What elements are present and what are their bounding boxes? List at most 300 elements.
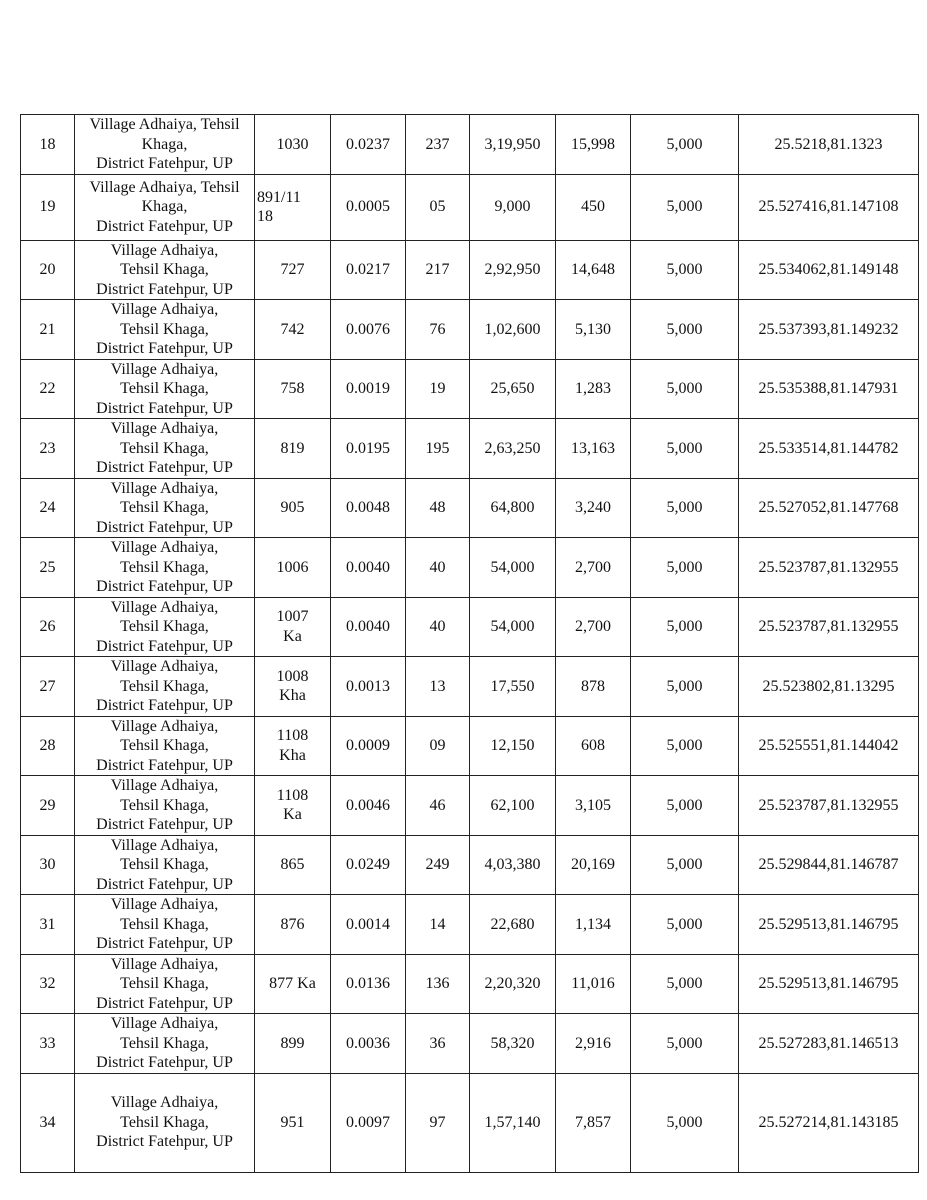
plot-number-cell — [255, 895, 331, 955]
area-sqm-cell-text: 40 — [429, 558, 446, 576]
area-hectare-cell-text: 0.0013 — [346, 677, 390, 695]
coordinates-cell — [739, 954, 919, 1014]
tax-cell-text: 13,163 — [571, 439, 615, 457]
amount-cell — [470, 1073, 556, 1172]
amount-cell-text: 2,63,250 — [484, 439, 541, 457]
serial-number-cell — [21, 240, 75, 300]
plot-number-cell-text: 1007 Ka — [276, 608, 309, 645]
serial-number-cell — [21, 359, 75, 419]
table-row — [21, 1014, 919, 1074]
plot-number-cell-text: 905 — [280, 499, 305, 516]
area-hectare-cell — [331, 419, 406, 479]
amount-cell — [470, 597, 556, 657]
serial-number-cell — [21, 115, 75, 175]
serial-number-cell-text: 22 — [39, 380, 56, 397]
coordinates-cell — [739, 776, 919, 836]
plot-number-cell-text: 742 — [280, 320, 305, 338]
coordinates-cell-text: 25.533514,81.144782 — [758, 439, 899, 457]
plot-number-cell-text: 1006 — [276, 558, 309, 576]
fee-cell — [631, 478, 739, 538]
tax-cell-text: 3,240 — [575, 499, 611, 516]
area-hectare-cell-text: 0.0048 — [346, 499, 390, 516]
amount-cell — [470, 240, 556, 300]
village-cell-text: Village Adhaiya, Tehsil Khaga, District Fatehpur, UP — [96, 1015, 233, 1071]
village-cell — [75, 1014, 255, 1074]
area-sqm-cell — [406, 478, 470, 538]
fee-cell — [631, 300, 739, 360]
village-cell-text: Village Adhaiya, Tehsil Khaga, District Fatehpur, UP — [96, 717, 233, 774]
plot-number-cell — [255, 359, 331, 419]
tax-cell — [556, 716, 631, 776]
village-cell — [75, 478, 255, 538]
serial-number-cell — [21, 300, 75, 360]
tax-cell-text: 2,700 — [575, 558, 611, 576]
coordinates-cell — [739, 1014, 919, 1074]
table-row — [21, 895, 919, 955]
amount-cell — [470, 538, 556, 598]
area-hectare-cell-text: 0.0046 — [346, 796, 390, 814]
serial-number-cell — [21, 657, 75, 717]
fee-cell-text: 5,000 — [666, 677, 703, 695]
plot-number-cell — [255, 1014, 331, 1074]
tax-cell-text: 11,016 — [571, 975, 615, 992]
area-hectare-cell — [331, 1073, 406, 1172]
area-hectare-cell — [331, 174, 406, 240]
amount-cell-text: 12,150 — [490, 737, 535, 754]
area-hectare-cell-text: 0.0040 — [346, 618, 390, 635]
amount-cell — [470, 954, 556, 1014]
table-row — [21, 657, 919, 717]
tax-cell — [556, 174, 631, 240]
fee-cell-text: 5,000 — [666, 198, 703, 216]
amount-cell-text: 3,19,950 — [484, 135, 541, 153]
village-cell — [75, 115, 255, 175]
village-cell — [75, 359, 255, 419]
area-hectare-cell — [331, 657, 406, 717]
area-hectare-cell — [331, 954, 406, 1014]
amount-cell — [470, 300, 556, 360]
fee-cell — [631, 115, 739, 175]
coordinates-cell-text: 25.527416,81.147108 — [758, 198, 899, 216]
village-cell-text: Village Adhaiya, Tehsil Khaga, District Fatehpur, UP — [96, 420, 233, 476]
fee-cell — [631, 835, 739, 895]
fee-cell — [631, 240, 739, 300]
amount-cell — [470, 419, 556, 479]
fee-cell — [631, 174, 739, 240]
amount-cell-text: 4,03,380 — [484, 856, 541, 873]
tax-cell-text: 450 — [581, 198, 605, 216]
tax-cell-text: 3,105 — [575, 796, 611, 814]
amount-cell-text: 58,320 — [490, 1034, 535, 1052]
amount-cell-text: 1,02,600 — [484, 320, 541, 338]
plot-number-cell — [255, 300, 331, 360]
tax-cell-text: 5,130 — [575, 320, 611, 338]
area-sqm-cell-text: 48 — [429, 499, 446, 516]
area-hectare-cell — [331, 478, 406, 538]
plot-number-cell — [255, 716, 331, 776]
amount-cell — [470, 716, 556, 776]
plot-number-cell — [255, 1073, 331, 1172]
plot-number-cell — [255, 776, 331, 836]
area-sqm-cell — [406, 240, 470, 300]
serial-number-cell — [21, 419, 75, 479]
tax-cell-text: 1,283 — [575, 380, 611, 397]
village-cell-text: Village Adhaiya, Tehsil Khaga, District Fatehpur, UP — [96, 658, 233, 714]
area-sqm-cell-text: 249 — [425, 856, 450, 873]
coordinates-cell-text: 25.5218,81.1323 — [774, 135, 883, 153]
coordinates-cell-text: 25.527052,81.147768 — [758, 499, 899, 516]
amount-cell — [470, 115, 556, 175]
area-hectare-cell-text: 0.0249 — [346, 856, 390, 873]
area-hectare-cell — [331, 538, 406, 598]
tax-cell-text: 20,169 — [571, 856, 615, 873]
plot-number-cell-text: 877 Ka — [269, 975, 316, 992]
tax-cell — [556, 657, 631, 717]
coordinates-cell-text: 25.525551,81.144042 — [758, 737, 899, 754]
area-hectare-cell — [331, 359, 406, 419]
table-row — [21, 716, 919, 776]
village-cell-text: Village Adhaiya, Tehsil Khaga, District Fatehpur, UP — [96, 598, 233, 655]
area-sqm-cell-text: 40 — [429, 618, 446, 635]
coordinates-cell-text: 25.523787,81.132955 — [758, 558, 899, 576]
area-sqm-cell-text: 76 — [429, 320, 446, 338]
area-hectare-cell-text: 0.0237 — [346, 135, 390, 153]
amount-cell — [470, 657, 556, 717]
plot-number-cell — [255, 657, 331, 717]
tax-cell — [556, 419, 631, 479]
fee-cell-text: 5,000 — [666, 320, 703, 338]
table-row — [21, 597, 919, 657]
serial-number-cell — [21, 1014, 75, 1074]
area-hectare-cell — [331, 1014, 406, 1074]
coordinates-cell — [739, 478, 919, 538]
table-row — [21, 419, 919, 479]
fee-cell-text: 5,000 — [666, 135, 703, 153]
area-sqm-cell-text: 237 — [425, 135, 450, 153]
plot-number-cell-text: 1108 Ka — [276, 786, 309, 824]
area-hectare-cell-text: 0.0014 — [346, 915, 390, 933]
area-sqm-cell-text: 136 — [425, 975, 450, 992]
area-sqm-cell — [406, 954, 470, 1014]
fee-cell-text: 5,000 — [666, 558, 703, 576]
coordinates-cell — [739, 174, 919, 240]
plot-number-cell-text: 758 — [280, 380, 305, 397]
fee-cell-text: 5,000 — [666, 380, 703, 397]
serial-number-cell-text: 29 — [39, 796, 56, 814]
plot-number-cell — [255, 174, 331, 240]
area-sqm-cell — [406, 174, 470, 240]
village-cell — [75, 419, 255, 479]
fee-cell — [631, 716, 739, 776]
area-hectare-cell-text: 0.0009 — [346, 737, 390, 754]
amount-cell-text: 17,550 — [490, 677, 535, 695]
serial-number-cell-text: 34 — [39, 1113, 56, 1131]
area-sqm-cell-text: 05 — [429, 198, 446, 216]
serial-number-cell-text: 30 — [39, 856, 56, 873]
village-cell-text: Village Adhaiya, Tehsil Khaga, District Fatehpur, UP — [96, 896, 233, 952]
area-hectare-cell-text: 0.0036 — [346, 1034, 390, 1052]
area-sqm-cell — [406, 657, 470, 717]
area-sqm-cell — [406, 300, 470, 360]
area-sqm-cell-text: 09 — [429, 737, 446, 754]
area-sqm-cell — [406, 359, 470, 419]
coordinates-cell-text: 25.523802,81.13295 — [762, 677, 895, 695]
area-sqm-cell — [406, 1073, 470, 1172]
tax-cell-text: 7,857 — [575, 1113, 611, 1131]
serial-number-cell — [21, 716, 75, 776]
plot-number-cell — [255, 419, 331, 479]
coordinates-cell — [739, 835, 919, 895]
amount-cell — [470, 835, 556, 895]
tax-cell — [556, 597, 631, 657]
coordinates-cell — [739, 716, 919, 776]
serial-number-cell — [21, 174, 75, 240]
serial-number-cell-text: 20 — [39, 261, 56, 278]
area-hectare-cell-text: 0.0217 — [346, 261, 390, 278]
area-sqm-cell — [406, 538, 470, 598]
fee-cell — [631, 776, 739, 836]
village-cell — [75, 597, 255, 657]
coordinates-cell — [739, 538, 919, 598]
plot-number-cell-text: 951 — [280, 1113, 305, 1131]
area-sqm-cell — [406, 115, 470, 175]
serial-number-cell — [21, 954, 75, 1014]
tax-cell — [556, 835, 631, 895]
tax-cell-text: 878 — [581, 677, 605, 695]
serial-number-cell — [21, 835, 75, 895]
coordinates-cell — [739, 359, 919, 419]
tax-cell-text: 14,648 — [571, 261, 615, 278]
village-cell — [75, 776, 255, 836]
village-cell-text: Village Adhaiya, Tehsil Khaga, District Fatehpur, UP — [96, 955, 233, 1012]
amount-cell-text: 62,100 — [490, 796, 535, 814]
village-cell-text: Village Adhaiya, Tehsil Khaga, District Fatehpur, UP — [89, 178, 240, 235]
village-cell-text: Village Adhaiya, Tehsil Khaga, District Fatehpur, UP — [96, 1094, 233, 1151]
area-sqm-cell-text: 13 — [429, 677, 446, 695]
plot-number-cell-text: 899 — [280, 1034, 305, 1052]
area-sqm-cell-text: 36 — [429, 1034, 446, 1052]
tax-cell-text: 1,134 — [575, 915, 611, 933]
area-hectare-cell-text: 0.0195 — [346, 439, 390, 457]
area-hectare-cell — [331, 895, 406, 955]
village-cell-text: Village Adhaiya, Tehsil Khaga, District Fatehpur, UP — [96, 777, 233, 833]
village-cell — [75, 300, 255, 360]
coordinates-cell-text: 25.529844,81.146787 — [758, 856, 899, 873]
fee-cell-text: 5,000 — [666, 856, 703, 873]
area-sqm-cell-text: 217 — [425, 261, 450, 278]
village-cell — [75, 895, 255, 955]
area-hectare-cell — [331, 835, 406, 895]
amount-cell — [470, 1014, 556, 1074]
fee-cell-text: 5,000 — [666, 737, 703, 754]
serial-number-cell — [21, 1073, 75, 1172]
area-sqm-cell-text: 14 — [429, 915, 446, 933]
village-cell-text: Village Adhaiya, Tehsil Khaga, District Fatehpur, UP — [96, 539, 233, 595]
fee-cell-text: 5,000 — [666, 439, 703, 457]
fee-cell-text: 5,000 — [666, 1113, 703, 1131]
village-cell-text: Village Adhaiya, Tehsil Khaga, District Fatehpur, UP — [89, 116, 240, 172]
amount-cell-text: 1,57,140 — [484, 1113, 541, 1131]
plot-number-cell — [255, 115, 331, 175]
coordinates-cell-text: 25.529513,81.146795 — [758, 975, 899, 992]
coordinates-cell — [739, 419, 919, 479]
area-hectare-cell-text: 0.0005 — [346, 198, 390, 216]
tax-cell — [556, 359, 631, 419]
area-sqm-cell — [406, 835, 470, 895]
coordinates-cell — [739, 300, 919, 360]
table-row — [21, 1073, 919, 1172]
plot-number-cell-text: 819 — [280, 439, 305, 457]
village-cell — [75, 538, 255, 598]
area-sqm-cell-text: 195 — [425, 439, 450, 457]
area-sqm-cell — [406, 1014, 470, 1074]
area-hectare-cell-text: 0.0076 — [346, 320, 390, 338]
coordinates-cell-text: 25.537393,81.149232 — [758, 320, 899, 338]
tax-cell — [556, 240, 631, 300]
area-hectare-cell — [331, 597, 406, 657]
village-cell-text: Village Adhaiya, Tehsil Khaga, District Fatehpur, UP — [96, 836, 233, 893]
serial-number-cell — [21, 895, 75, 955]
coordinates-cell — [739, 115, 919, 175]
plot-number-cell-text: 1008 Kha — [276, 667, 309, 705]
tax-cell-text: 608 — [581, 737, 605, 754]
fee-cell — [631, 657, 739, 717]
amount-cell — [470, 174, 556, 240]
tax-cell — [556, 954, 631, 1014]
serial-number-cell — [21, 776, 75, 836]
fee-cell — [631, 597, 739, 657]
fee-cell-text: 5,000 — [666, 499, 703, 516]
area-hectare-cell-text: 0.0019 — [346, 380, 390, 397]
tax-cell — [556, 300, 631, 360]
amount-cell — [470, 895, 556, 955]
amount-cell-text: 25,650 — [490, 380, 535, 397]
amount-cell-text: 64,800 — [490, 499, 535, 516]
serial-number-cell — [21, 478, 75, 538]
area-hectare-cell — [331, 716, 406, 776]
area-sqm-cell-text: 19 — [429, 380, 446, 397]
village-cell-text: Village Adhaiya, Tehsil Khaga, District Fatehpur, UP — [96, 301, 233, 357]
plot-number-cell — [255, 835, 331, 895]
fee-cell — [631, 538, 739, 598]
plot-number-cell-text: 1030 — [276, 135, 309, 153]
plot-number-cell — [255, 597, 331, 657]
serial-number-cell-text: 28 — [39, 737, 56, 754]
serial-number-cell-text: 24 — [39, 499, 56, 516]
area-hectare-cell — [331, 115, 406, 175]
serial-number-cell-text: 32 — [39, 975, 56, 992]
amount-cell — [470, 359, 556, 419]
village-cell — [75, 954, 255, 1014]
serial-number-cell-text: 25 — [39, 558, 56, 576]
amount-cell-text: 2,20,320 — [484, 975, 541, 992]
coordinates-cell-text: 25.535388,81.147931 — [758, 380, 899, 397]
fee-cell-text: 5,000 — [666, 1034, 703, 1052]
plot-number-cell — [255, 538, 331, 598]
plot-number-cell-text: 1108 Kha — [276, 727, 309, 764]
amount-cell — [470, 478, 556, 538]
area-sqm-cell — [406, 716, 470, 776]
table-row — [21, 115, 919, 175]
plot-number-cell — [255, 240, 331, 300]
plot-number-cell — [255, 478, 331, 538]
plot-number-cell-text: 865 — [280, 856, 305, 873]
table-row — [21, 359, 919, 419]
tax-cell-text: 2,700 — [575, 618, 611, 635]
serial-number-cell-text: 23 — [39, 439, 56, 457]
village-cell — [75, 657, 255, 717]
coordinates-cell — [739, 895, 919, 955]
coordinates-cell — [739, 240, 919, 300]
area-sqm-cell — [406, 895, 470, 955]
table-row — [21, 954, 919, 1014]
serial-number-cell-text: 21 — [39, 320, 56, 338]
table-row — [21, 478, 919, 538]
amount-cell-text: 9,000 — [494, 198, 531, 216]
tax-cell-text: 15,998 — [571, 135, 615, 153]
area-sqm-cell-text: 97 — [429, 1113, 446, 1131]
tax-cell — [556, 115, 631, 175]
plot-number-cell — [255, 954, 331, 1014]
area-sqm-cell — [406, 419, 470, 479]
area-hectare-cell — [331, 776, 406, 836]
fee-cell-text: 5,000 — [666, 796, 703, 814]
fee-cell — [631, 1014, 739, 1074]
village-cell — [75, 174, 255, 240]
village-cell — [75, 240, 255, 300]
village-cell — [75, 1073, 255, 1172]
table-row — [21, 776, 919, 836]
tax-cell-text: 2,916 — [575, 1034, 611, 1052]
table-row — [21, 174, 919, 240]
serial-number-cell-text: 19 — [39, 198, 56, 216]
serial-number-cell-text: 33 — [39, 1034, 56, 1052]
tax-cell — [556, 895, 631, 955]
serial-number-cell — [21, 538, 75, 598]
tax-cell — [556, 1014, 631, 1074]
serial-number-cell-text: 18 — [39, 135, 56, 153]
area-hectare-cell-text: 0.0097 — [346, 1113, 390, 1131]
plot-number-cell-text: 876 — [280, 915, 305, 933]
coordinates-cell-text: 25.534062,81.149148 — [758, 261, 899, 278]
area-sqm-cell — [406, 776, 470, 836]
serial-number-cell-text: 26 — [39, 618, 56, 635]
area-hectare-cell-text: 0.0040 — [346, 558, 390, 576]
coordinates-cell-text: 25.529513,81.146795 — [758, 915, 899, 933]
plot-number-cell-text: 891/11 18 — [257, 188, 301, 225]
amount-cell-text: 2,92,950 — [484, 261, 541, 278]
fee-cell-text: 5,000 — [666, 261, 703, 278]
area-hectare-cell — [331, 240, 406, 300]
plot-number-cell-text: 727 — [280, 261, 305, 278]
amount-cell-text: 54,000 — [490, 558, 535, 576]
tax-cell — [556, 776, 631, 836]
land-parcel-table — [20, 114, 919, 1173]
coordinates-cell — [739, 597, 919, 657]
fee-cell — [631, 359, 739, 419]
coordinates-cell-text: 25.523787,81.132955 — [758, 618, 899, 635]
amount-cell-text: 54,000 — [490, 618, 535, 635]
village-cell — [75, 835, 255, 895]
fee-cell-text: 5,000 — [666, 618, 703, 635]
amount-cell-text: 22,680 — [490, 915, 535, 933]
tax-cell — [556, 1073, 631, 1172]
area-hectare-cell — [331, 300, 406, 360]
area-sqm-cell — [406, 597, 470, 657]
table-row — [21, 835, 919, 895]
coordinates-cell-text: 25.523787,81.132955 — [758, 796, 899, 814]
fee-cell — [631, 954, 739, 1014]
